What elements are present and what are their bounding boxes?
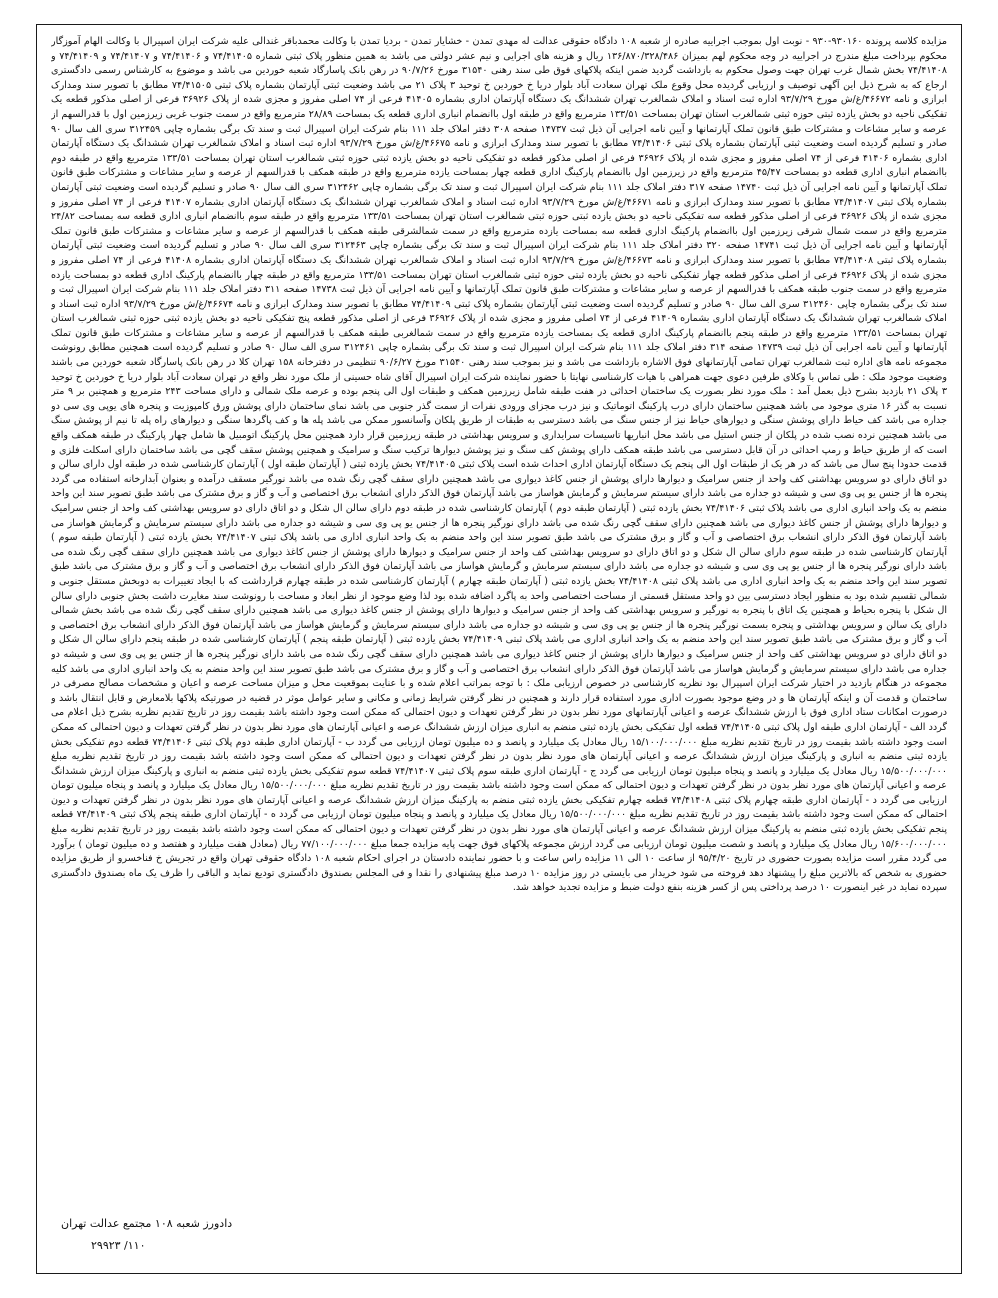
signer-line: دادورز شعبه ۱۰۸ مجتمع عدالت تهران <box>61 1217 233 1230</box>
notice-footer <box>51 1213 947 1263</box>
notice-code: ۱۱۰/ ۲۹۹۲۳ <box>91 1239 146 1252</box>
notice-body <box>51 35 947 1209</box>
notice-paragraph: مزایده کلاسه پرونده ۹۳۰۱۶۰-۹۳۰ - نوبت اول بموجب اجراییه صادره از شعبه ۱۰۸ دادگاه حقوقی عدالت له مهدی تمدن - خشایار تمدن - بردیا تمدن با وکالت محمدباقر غندالی علیه شرکت ایران اسپیرال با وکالت الهام آموزگار محکوم بپرداخت مبلغ مندرج در اجراییه در وجه محکوم لهم بمیزان ۱۳۶/۸۷۰/۳۲۸/۴۸۶ ریال و هزینه های اجرایی و نیم عشر دولتی می باشد به همین منظور پلاک ثبتی شماره ۷۴/۴۱۴۰۵ و ۷۴/۴۱۴۰۶ و ۷۴/۴۱۴۰۷ و ۷۴/۴۱۴۰۹ و ۷۴/۴۱۴۰۸ بخش شمال غرب تهران جهت وصول محکوم به بازداشت گردید ضمن اینکه پلاکهای فوق طی سند رهنی ۳۱۵۴۰ مورخ ۹۰/۷/۲۶ در رهن بانک پاسارگاد شعبه خوردین می باشد و موضوع به کارشناس رسمی دادگستری ارجاع که به شرح ذیل این آگهی توصیف و ارزیابی گردیده محل وقوع ملک تهران سعادت آباد بلوار دریا خ خوردین خ توحید ۳ پلاک ۲۱ می باشد وضعیت ثبتی آپارتمان بشماره پلاک ثبتی ۷۴/۴۱۵۰۵ مطابق با تصویر سند ومدارک ابرازی و نامه ۴۶۶۷۲/غ/ش مورخ ۹۳/۷/۲۹ اداره ثبت اسناد و املاک شمالغرب تهران ششدانگ یک دستگاه آپارتمان اداری بشماره ۴۱۴۰۵ فرعی از ۷۴ اصلی مفروز و مجزی شده از پلاک ۳۶۹۲۶ فرعی از اصلی مذکور قطعه یک تفکیکی ناحیه دو بخش یازده ثبتی حوزه ثبتی شمالغرب استان تهران بمساحت ۱۳۳/۵۱ مترمربع واقع در طبقه اول باانضمام انباری اداری قطعه یک بمساحت ۲۸/۸۹ مترمربع واقع در سمت جنوب غربی زیرزمین اول با قدرالسهم از عرصه و سایر مشاعات و مشترکات طبق قانون تملک آپارتمانها و آیین نامه اجرایی آن ذیل ثبت ۱۴۷۳۷ صفحه ۳۰۸ دفتر املاک جلد ۱۱۱ بنام شرکت ایران اسپیرال ثبت و سند تک برگی بشماره چاپی ۳۱۲۴۵۹ سری الف سال ۹۰ صادر و تسلیم گردیده است وضعیت ثبتی آپارتمان بشماره پلاک ثبتی ۷۴/۴۱۴۰۶ مطابق با تصویر سند ومدارک ابرازی و نامه ۴۶۶۷۵/غ/ش مورخ ۹۳/۷/۲۹ اداره ثبت اسناد و املاک شمالغرب تهران ششدانگ یک دستگاه آپارتمان اداری بشماره ۴۱۴۰۶ فرعی از ۷۴ اصلی مفروز و مجزی شده از پلاک ۳۶۹۲۶ فرعی از اصلی مذکور قطعه دو تفکیکی ناحیه دو بخش یازده ثبتی حوزه ثبتی شمالغرب استان تهران بمساحت ۱۳۳/۵۱ مترمربع واقع در طبقه دوم باانضمام انباری اداری قطعه دو بمساحت ۴۵/۴۷ مترمربع واقع در زیرزمین اول باانضمام پارکینگ اداری قطعه چهار بمساحت یازده مترمربع واقع در طبقه همکف با قدرالسهم از عرصه و سایر مشاعات و مشترکات طبق قانون تملک آپارتمانها و آیین نامه اجرایی آن ذیل ثبت ۱۴۷۴۰ صفحه ۳۱۷ دفتر املاک جلد ۱۱۱ بنام شرکت ایران اسپیرال ثبت و سند تک برگی بشماره چاپی ۳۱۲۴۶۲ سری الف سال ۹۰ صادر و تسلیم گردیده است وضعیت ثبتی آپارتمان بشماره پلاک ثبتی ۷۴/۴۱۴۰۷ مطابق با تصویر سند ومدارک ابرازی و نامه ۴۶۶۷۱/غ/ش مورخ ۹۳/۷/۲۹ اداره ثبت اسناد و املاک شمالغرب تهران ششدانگ یک دستگاه آپارتمان اداری بشماره ۴۱۴۰۷ فرعی از ۷۴ اصلی مفروز و مجزی شده از پلاک ۳۶۹۲۶ فرعی از اصلی مذکور قطعه سه تفکیکی ناحیه دو بخش یازده ثبتی حوزه ثبتی شمالغرب استان تهران بمساحت ۱۳۳/۵۱ مترمربع واقع در طبقه سوم باانضمام انباری اداری قطعه سه بمساحت ۲۴/۸۲ مترمربع واقع در سمت شمال شرقی زیرزمین اول باانضمام پارکینگ اداری قطعه سه بمساحت یازده مترمربع واقع در سمت شمالشرقی طبقه همکف با قدرالسهم از عرصه و سایر مشاعات و مشترکات طبق قانون تملک آپارتمانها و آیین نامه اجرایی آن ذیل ثبت ۱۴۷۴۱ صفحه ۳۲۰ دفتر املاک جلد ۱۱۱ بنام شرکت ایران اسپیرال ثبت و سند تک برگی بشماره چاپی ۳۱۲۴۶۳ سری الف سال ۹۰ صادر و تسلیم گردیده است وضعیت ثبتی آپارتمان بشماره پلاک ثبتی ۷۴/۴۱۴۰۸ مطابق با تصویر سند ومدارک ابرازی و نامه ۴۶۶۷۳/غ/ش مورخ ۹۳/۷/۲۹ اداره ثبت اسناد و املاک شمالغرب تهران ششدانگ یک دستگاه آپارتمان اداری بشماره ۴۱۴۰۸ فرعی از ۷۴ اصلی مفروز و مجزی شده از پلاک ۳۶۹۲۶ فرعی از اصلی مذکور قطعه چهار تفکیکی ناحیه دو بخش یازده ثبتی حوزه ثبتی شمالغرب استان تهران بمساحت ۱۳۳/۵۱ مترمربع واقع در طبقه چهار باانضمام پارکینگ اداری قطعه دو بمساحت یازده مترمربع واقع در سمت جنوب طبقه همکف با قدرالسهم از عرصه و سایر مشاعات و مشترکات طبق قانون تملک آپارتمانها و آیین نامه اجرایی آن ذیل ثبت ۱۴۷۳۸ صفحه ۳۱۱ دفتر املاک جلد ۱۱۱ بنام شرکت ایران اسپیرال ثبت و سند تک برگی بشماره چاپی ۳۱۲۴۶۰ سری الف سال ۹۰ صادر و تسلیم گردیده است وضعیت ثبتی آپارتمان بشماره پلاک ثبتی ۷۴/۴۱۴۰۹ مطابق با تصویر سند ومدارک ابرازی و نامه ۴۶۶۷۴/غ/ش مورخ ۹۳/۷/۲۹ اداره ثبت اسناد و املاک شمالغرب تهران ششدانگ یک دستگاه آپارتمان اداری بشماره ۴۱۴۰۹ فرعی از ۷۴ اصلی مفروز و مجزی شده از پلاک ۳۶۹۲۶ فرعی از اصلی مذکور قطعه پنج تفکیکی ناحیه دو بخش یازده ثبتی حوزه ثبتی شمالغرب استان تهران بمساحت ۱۳۳/۵۱ مترمربع واقع در طبقه پنجم باانضمام پارکینگ اداری قطعه یک بمساحت یازده مترمربع واقع در سمت شمالغربی طبقه همکف با قدرالسهم از عرصه و سایر مشاعات و مشترکات طبق قانون تملک آپارتمانها و آیین نامه اجرایی آن ذیل ثبت ۱۴۷۳۹ صفحه ۳۱۴ دفتر املاک جلد ۱۱۱ بنام شرکت ایران اسپیرال ثبت و سند تک برگی بشماره چاپی ۳۱۲۴۶۱ سری الف سال ۹۰ صادر و تسلیم گردیده است همچنین مطابق رونوشت مجموعه نامه های اداره ثبت شمالغرب تهران تمامی آپارتمانهای فوق الاشاره بازداشت می باشد و نیز بموجب سند رهنی ۳۱۵۴۰ مورخ ۹۰/۶/۲۷ تنظیمی در دفترخانه ۱۵۸ تهران کلا در رهن بانک پاسارگاد شعبه خوردین می باشند وضعیت موجود ملک : طی تماس با وکلای طرفین دعوی جهت همراهی با هیات کارشناسی نهایتا با حضور نماینده شرکت ایران اسپیرال آقای شاه حسینی از ملک مورد نظر واقع در تهران سعادت آباد بلوار دریا خ خوردین خ توحید ۳ پلاک ۲۱ بازدید بشرح ذیل بعمل آمد : ملک مورد نظر بصورت یک ساختمان احداثی در هفت طبقه شامل زیرزمین همکف و طبقات اول الی پنجم بوده و عرصه ملک شمالی و دارای مساحت ۲۴۳ مترمربع و همچنین بر ۹ متر نسبت به گذر ۱۶ متری موجود می باشد همچنین ساختمان دارای درب پارکینگ اتوماتیک و نیز درب مجزای ورودی نفرات از سمت گذر جنوبی می باشد نمای ساختمان دارای پوشش ورق کامپوزیت و پنجره های یوپی وی سی دو جداره می باشد کف حیاط دارای پوشش سنگی و دیوارهای حیاط نیز از جنس سنگ می باشد دسترسی به طبقات از طریق پلکان وآسانسور ممکن می باشد پله ها و کف پاگردها سنگی و دیوارهای راه پله تا نیم از پوشش سنگ می باشد همچنین نرده نصب شده در پلکان از جنس استیل می باشد محل انباریها تاسیسات سرایداری و سرویس بهداشتی در طبقه زیرزمین قرار دارد همچنین محل پارکینگ اتومبیل ها شامل چهار پارکینگ در طبقه همکف واقع است که از طریق حیاط و رمپ احداثی در آن قابل دسترسی می باشد طبقه همکف دارای پوشش کف سنگ و نیز پوشش دیوارها ترکیب سنگ و سرامیک و همچنین پوشش سقف گچی می باشد ساختمان دارای اسکلت فلزی و قدمت حدودا پنج سال می باشد که در هر یک از طبقات اول الی پنجم یک دستگاه آپارتمان اداری احداث شده است پلاک ثبتی ۷۴/۴۱۴۰۵ بخش یازده ثبتی ( آپارتمان طبقه اول ) آپارتمان کارشناسی شده در طبقه اول دارای سالن و دو اتاق دارای دو سرویس بهداشتی کف واحد از جنس سرامیک و دیوارها دارای پوشش از جنس کاغذ دیواری می باشد همچنین دارای سقف گچی رنگ شده می باشد نورگیر مسقف درآمده و بعنوان آبدارخانه استفاده می گردد پنجره ها از جنس یو پی وی سی و شیشه دو جداره می باشد دارای سیستم سرمایش و گرمایش هواساز می باشد آپارتمان فوق الذکر دارای انشعاب برق اختصاصی و آب و گاز و برق مشترک می باشد طبق تصویر سند این واحد منضم به یک واحد انباری اداری می باشد پلاک ثبتی ۷۴/۴۱۴۰۶ بخش یازده ثبتی ( آپارتمان طبقه دوم ) آپارتمان کارشناسی شده در طبقه دوم دارای سالن ال شکل و دو اتاق دارای دو سرویس بهداشتی کف واحد از جنس سرامیک و دیوارها دارای پوشش از جنس کاغذ دیواری می باشد همچنین دارای سقف گچی رنگ شده می باشد دارای نورگیر پنجره ها از جنس یو پی وی سی و شیشه دو جداره می باشد دارای سیستم سرمایش و گرمایش هواساز می باشد آپارتمان فوق الذکر دارای انشعاب برق اختصاصی و آب و گاز و برق مشترک می باشد طبق تصویر سند این واحد منضم به یک واحد انباری اداری می باشد پلاک ثبتی ۷۴/۴۱۴۰۷ بخش یازده ثبتی ( آپارتمان طبقه سوم ) آپارتمان کارشناسی شده در طبقه سوم دارای سالن ال شکل و دو اتاق دارای دو سرویس بهداشتی کف واحد از جنس سرامیک و دیوارها دارای پوشش از جنس کاغذ دیواری می باشد همچنین دارای سقف گچی رنگ شده می باشد دارای نورگیر پنجره ها از جنس یو پی وی سی و شیشه دو جداره می باشد دارای سیستم سرمایش و گرمایش هواساز می باشد آپارتمان فوق الذکر دارای انشعاب برق اختصاصی و آب و گاز و برق مشترک می باشد طبق تصویر سند این واحد منضم به یک واحد انباری اداری می باشد پلاک ثبتی ۷۴/۴۱۴۰۸ بخش یازده ثبتی ( آپارتمان طبقه چهارم ) آپارتمان کارشناسی شده در طبقه چهارم قرارداشت که با ایجاد تغییرات به دوبخش مستقل جنوبی و شمالی تقسیم شده بود به منظور ایجاد دسترسی بین دو واحد مستقل قسمتی از مساحت اختصاصی واحد به پاگرد اضافه شده بود لذا وضع موجود از نظر ابعاد و مساحت با رونوشت سند مغایرت داشت بخش جنوبی دارای سالن ال شکل با پنجره بحیاط و همچنین یک اتاق با پنجره به نورگیر و سرویس بهداشتی کف واحد از جنس سرامیک و دیوارها دارای پوشش از جنس کاغذ دیواری می باشد همچنین دارای سقف گچی رنگ شده می باشد بخش شمالی دارای یک سالن و سرویس بهداشتی و پنجره بسمت نورگیر پنجره ها از جنس یو پی وی سی و شیشه دو جداره می باشد دارای سیستم سرمایش و گرمایش هواساز می باشد آپارتمان فوق الذکر دارای انشعاب برق اختصاصی و آب و گاز و برق مشترک می باشد طبق تصویر سند این واحد منضم به یک واحد انباری اداری می باشد پلاک ثبتی ۷۴/۴۱۴۰۹ بخش یازده ثبتی ( آپارتمان طبقه پنجم ) آپارتمان کارشناسی شده در طبقه پنجم دارای سالن ال شکل و دو اتاق دارای دو سرویس بهداشتی کف واحد از جنس سرامیک و دیوارها دارای پوشش از جنس کاغذ دیواری می باشد همچنین دارای سقف گچی رنگ شده می باشد دارای نورگیر پنجره ها از جنس یو پی وی سی و شیشه دو جداره می باشد دارای سیستم سرمایش و گرمایش هواساز می باشد آپارتمان فوق الذکر دارای انشعاب برق اختصاصی و آب و گاز و برق مشترک می باشد طبق تصویر سند این واحد منضم به یک واحد انباری اداری می باشد کلیه مجموعه در هنگام بازدید در اختیار شرکت ایران اسپیرال بود نظریه کارشناسی در خصوص ارزیابی ملک : با توجه بمراتب اعلام شده و با عنایت بموقعیت محل و میزان مساحت عرصه و اعیان و مشخصات مصالح مصرفی در ساختمان و قدمت آن و اینکه آپارتمان ها و در وضع موجود بصورت اداری مورد استفاده قرار دارند و همچنین در نظر گرفتن شرایط زمانی و مکانی و سایر عوامل موثر در قضیه در صورتیکه پلاکها بلامعارض و قابل انتقال باشد و درصورت امکانات ستاد اداری فوق با ارزش ششدانگ عرصه و اعیانی آپارتمانهای مورد نظر بدون در نظر گرفتن تعهدات و دیون احتمالی که ممکن است وجود داشته باشد بقیمت روز در تاریخ تقدیم نظریه بشرح ذیل اعلام می گردد الف - آپارتمان اداری طبقه اول پلاک ثبتی ۷۴/۴۱۴۰۵ قطعه اول تفکیکی بخش یازده ثبتی منضم به انباری میزان ارزش ششدانگ عرصه و اعیانی آپارتمان های مورد نظر بدون در نظر گرفتن تعهدات و دیون احتمالی که ممکن است وجود داشته باشد بقیمت روز در تاریخ تقدیم نظریه مبلغ ۱۵/۱۰۰/۰۰۰/۰۰۰ ریال معادل یک میلیارد و پانصد و ده میلیون تومان ارزیابی می گردد ب - آپارتمان اداری طبقه دوم پلاک ثبتی ۷۴/۴۱۴۰۶ قطعه دوم تفکیکی بخش یازده ثبتی منضم به انباری و پارکینگ میزان ارزش ششدانگ عرصه و اعیانی آپارتمان های مورد نظر بدون در نظر گرفتن تعهدات و دیون احتمالی که ممکن است وجود داشته باشد بقیمت روز در تاریخ تقدیم نظریه مبلغ ۱۵/۵۰۰/۰۰۰/۰۰۰ ریال معادل یک میلیارد و پانصد و پنجاه میلیون تومان ارزیابی می گردد ج - آپارتمان اداری طبقه سوم پلاک ثبتی ۷۴/۴۱۴۰۷ قطعه سوم تفکیکی بخش یازده ثبتی منضم به انباری و پارکینگ میزان ارزش ششدانگ عرصه و اعیانی آپارتمان های مورد نظر بدون در نظر گرفتن تعهدات و دیون احتمالی که ممکن است وجود داشته باشد بقیمت روز در تاریخ تقدیم نظریه مبلغ ۱۵/۵۰۰/۰۰۰/۰۰۰ ریال معادل یک میلیارد و پانصد و پنجاه میلیون تومان ارزیابی می گردد د - آپارتمان اداری طبقه چهارم پلاک ثبتی ۷۴/۴۱۴۰۸ قطعه چهارم تفکیکی بخش یازده ثبتی منضم به پارکینگ میزان ارزش ششدانگ عرصه و اعیانی آپارتمان های مورد نظر بدون در نظر گرفتن تعهدات و دیون احتمالی که ممکن است وجود داشته باشد بقیمت روز در تاریخ تقدیم نظریه مبلغ ۱۵/۵۰۰/۰۰۰/۰۰۰ ریال معادل یک میلیارد و پانصد و پنجاه میلیون تومان ارزیابی می گردد ه - آپارتمان اداری طبقه پنجم پلاک ثبتی ۷۴/۴۱۴۰۹ قطعه پنجم تفکیکی بخش یازده ثبتی منضم به پارکینگ میزان ارزش ششدانگ عرصه و اعیانی آپارتمان های مورد نظر بدون در نظر گرفتن تعهدات و دیون احتمالی که ممکن است وجود داشته باشد بقیمت روز در تاریخ تقدیم نظریه مبلغ ۱۵/۶۰۰/۰۰۰/۰۰۰ ریال معادل یک میلیارد و پانصد و شصت میلیون تومان ارزیابی می گردد ارزش مجموعه پلاکهای فوق جهت پایه مزایده جمعا مبلغ ۷۷/۱۰۰/۰۰۰/۰۰۰ ریال (معادل هفت میلیارد و هفتصد و ده میلیون تومان ) برآورد می گردد مقرر است مزایده بصورت حضوری در تاریخ ۹۵/۴/۲۰ از ساعت ۱۰ الی ۱۱ مزایده راس ساعت و با حضور نماینده دادستان در اجرای احکام شعبه ۱۰۸ دادگاه حقوقی تهران واقع در تجریش خ فناخسرو از طریق مزایده حضوری به شخص که بالاترین مبلغ را پیشنهاد دهد فروخته می شود خریدار می بایستی در روز مزایده ۱۰ درصد مبلغ پیشنهادی را نقدا و فی المجلس بصندوق دادگستری تودیع نماید و الباقی را ظرف یک ماه بصندوق دادگستری سپرده نماید در غیر اینصورت ۱۰ درصد پرداختی پس از کسر هزینه بنفع دولت ضبط و مزایده تجدید خواهد شد. <box>51 36 947 894</box>
auction-notice <box>36 24 962 1274</box>
